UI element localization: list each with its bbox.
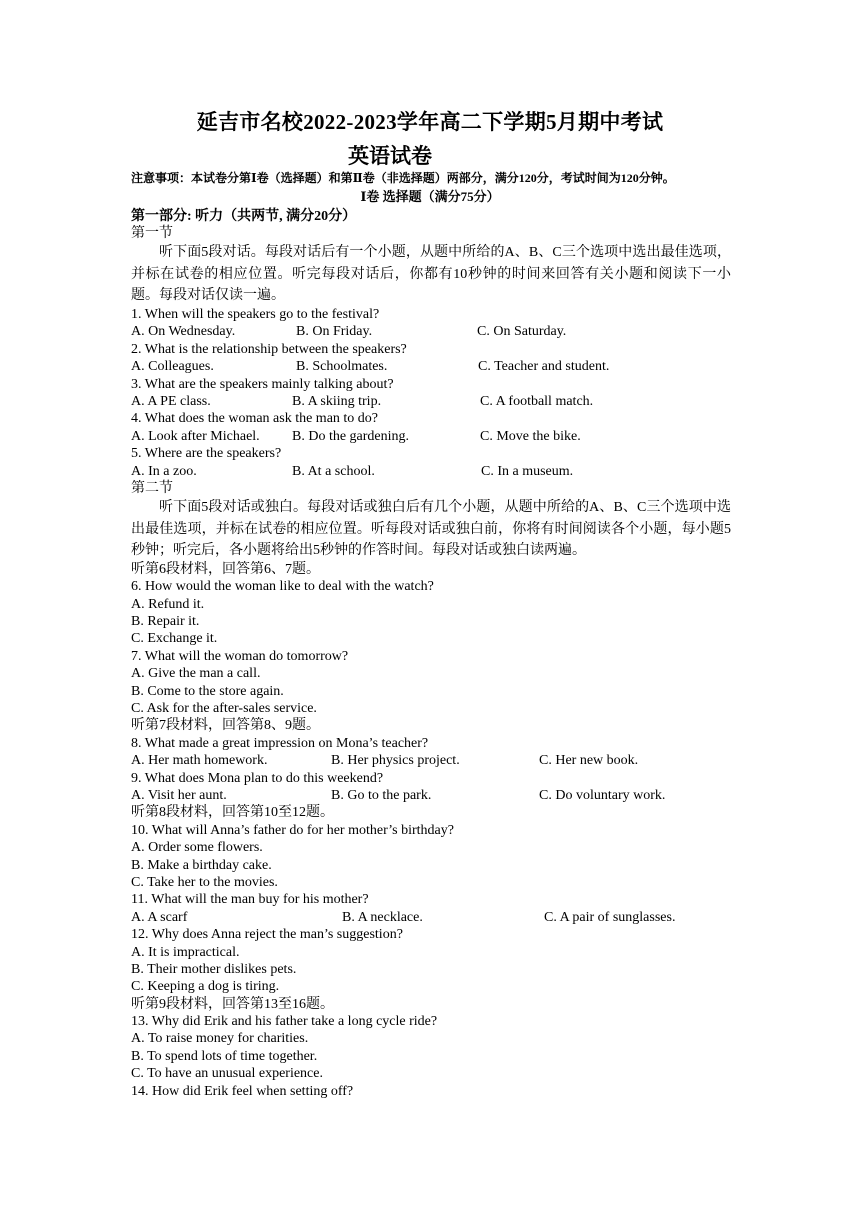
section1-instruction: 听下面5段对话。每段对话后有一个小题，从题中所给的A、B、C三个选项中选出最佳选项，并标在试卷的相应位置。听完每段对话后，你都有10秒钟的时间来回答有关小题和阅读下一小题。每段对话仅读一遍。 — [131, 245, 731, 303]
option-b: B. A skiing trip. — [292, 393, 382, 409]
section2-instruction: 听下面5段对话或独白。每段对话或独白后有几个小题，从题中所给的A、B、C三个选项中选出最佳选项，并标在试卷的相应位置。听每段对话或独白前，你将有时间阅读各个小题，每小题5秒钟；听完后，各小题将给出5秒钟的作答时间。每段对话或独白读两遍。 — [131, 500, 731, 558]
option-13a: A. To raise money for charities. — [131, 1031, 309, 1047]
option-6c: C. Exchange it. — [131, 631, 218, 647]
option-a: A. On Wednesday. — [131, 324, 236, 340]
option-6a: A. Refund it. — [131, 596, 205, 612]
options-9 — [131, 787, 731, 804]
section2-heading: 第二节 — [131, 480, 173, 496]
option-a: A. In a zoo. — [131, 463, 197, 479]
options-11 — [131, 909, 731, 926]
options-2 — [131, 358, 731, 375]
question-1: 1. When will the speakers go to the festival? — [131, 307, 380, 322]
option-a: A. Colleagues. — [131, 359, 214, 375]
question-12: 12. Why does Anna reject the man’s suggestion? — [131, 927, 403, 943]
option-b: B. Go to the park. — [331, 787, 432, 803]
option-b: B. At a school. — [292, 463, 375, 479]
option-10b: B. Make a birthday cake. — [131, 857, 272, 873]
exam-title: 延吉市名校2022-2023学年高二下学期5月期中考试 — [196, 110, 664, 134]
option-10c: C. Take her to the movies. — [131, 874, 278, 890]
question-9: 9. What does Mona plan to do this weekend? — [131, 770, 384, 786]
option-a: A. Visit her aunt. — [131, 787, 227, 803]
question-6: 6. How would the woman like to deal with the watch? — [131, 579, 434, 595]
question-3: 3. What are the speakers mainly talking about? — [131, 376, 394, 392]
question-2: 2. What is the relationship between the speakers? — [131, 341, 407, 357]
options-8 — [131, 752, 731, 769]
notice-text: 注意事项：本试卷分第Ⅰ卷（选择题）和第Ⅱ卷（非选择题）两部分，满分120分，考试时间为120分钟。 — [131, 171, 675, 185]
option-b: B. Do the gardening. — [292, 428, 410, 444]
material-8: 听第8段材料，回答第10至12题。 — [131, 805, 334, 821]
option-6b: B. Repair it. — [131, 614, 200, 630]
material-7: 听第7段材料，回答第8、9题。 — [131, 718, 320, 734]
option-12a: A. It is impractical. — [131, 944, 240, 960]
option-b: B. On Friday. — [296, 324, 373, 340]
material-9: 听第9段材料，回答第13至16题。 — [131, 996, 334, 1012]
option-a: A. Look after Michael. — [131, 428, 260, 444]
option-c: C. Teacher and student. — [478, 359, 610, 375]
question-4: 4. What does the woman ask the man to do? — [131, 411, 379, 427]
question-13: 13. Why did Erik and his father take a long cycle ride? — [131, 1014, 438, 1030]
question-5: 5. Where are the speakers? — [131, 446, 282, 462]
options-4 — [131, 428, 731, 445]
option-c: C. On Saturday. — [477, 324, 567, 340]
option-7b: B. Come to the store again. — [131, 683, 284, 699]
option-b: B. Schoolmates. — [296, 359, 388, 375]
options-5 — [131, 463, 731, 480]
option-12b: B. Their mother dislikes pets. — [131, 961, 297, 977]
subject-title: 英语试卷 — [348, 144, 432, 168]
question-7: 7. What will the woman do tomorrow? — [131, 648, 349, 664]
question-14: 14. How did Erik feel when setting off? — [131, 1083, 354, 1099]
option-10a: A. Order some flowers. — [131, 840, 263, 856]
option-b: B. A necklace. — [342, 909, 423, 925]
option-7a: A. Give the man a call. — [131, 666, 261, 682]
option-a: A. Her math homework. — [131, 753, 268, 769]
option-7c: C. Ask for the after-sales service. — [131, 701, 317, 717]
question-11: 11. What will the man buy for his mother? — [131, 892, 369, 908]
option-c: C. A pair of sunglasses. — [544, 909, 676, 925]
question-8: 8. What made a great impression on Mona’s teacher? — [131, 735, 429, 751]
option-c: C. Do voluntary work. — [539, 787, 666, 803]
option-a: A. A PE class. — [131, 393, 211, 409]
option-b: B. Her physics project. — [331, 753, 460, 769]
option-13b: B. To spend lots of time together. — [131, 1048, 318, 1064]
volume-heading: Ⅰ卷 选择题（满分75分） — [360, 189, 500, 204]
option-12c: C. Keeping a dog is tiring. — [131, 979, 280, 995]
option-c: C. Move the bike. — [480, 428, 581, 444]
options-1 — [131, 323, 731, 340]
option-13c: C. To have an unusual experience. — [131, 1066, 323, 1082]
option-c: C. In a museum. — [481, 463, 574, 479]
option-c: C. A football match. — [480, 393, 594, 409]
options-3 — [131, 393, 731, 410]
part1-heading: 第一部分: 听力（共两节, 满分20分） — [131, 209, 357, 224]
material-6: 听第6段材料，回答第6、7题。 — [131, 561, 320, 577]
section1-heading: 第一节 — [131, 226, 173, 241]
listening-content — [131, 225, 731, 1100]
option-c: C. Her new book. — [539, 753, 639, 769]
question-10: 10. What will Anna’s father do for her mother’s birthday? — [131, 822, 454, 838]
option-a: A. A scarf — [131, 909, 188, 925]
